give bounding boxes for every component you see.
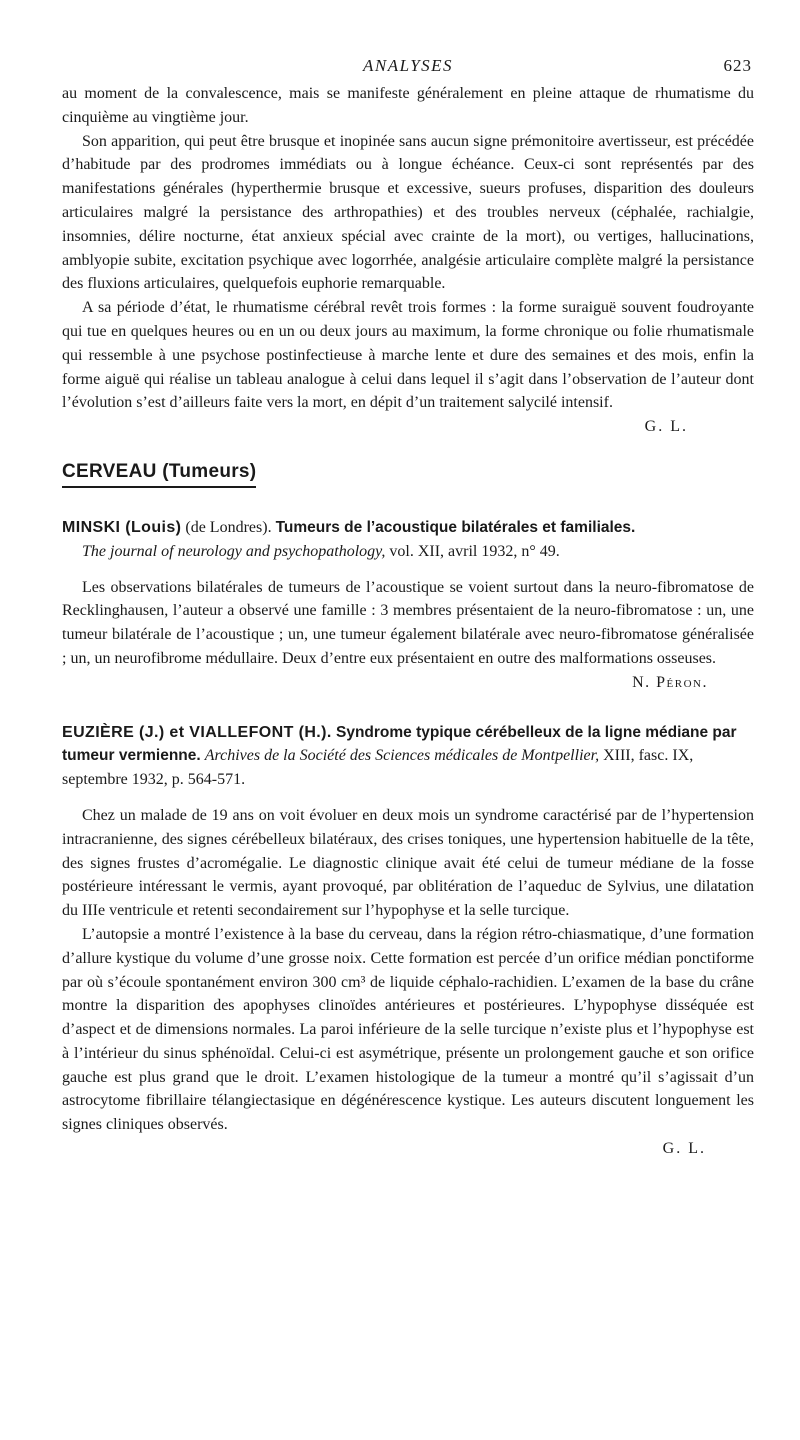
article-citation: XIII, fasc. IX, septembre 1932, p. 564-571.: [62, 747, 694, 789]
signature: G. L.: [644, 418, 688, 436]
paragraph: Son apparition, qui peut être brusque et inopinée sans aucun signe prémonitoire avertisseur, est précédée d’habitude par des prodromes immédiats ou à longue échéance. Ceux-ci sont représentés par des manifestations générales (hyperthermie brusque et excessive, sueurs profuses, disparition des douleurs articulaires malgré la persistance des arthropathies) et des troubles nerveux (céphalée, rachialgie, insomnies, délire nocturne, état anxieux spécial avec crainte de la mort), ou vertiges, hallucinations, amblyopie subite, excitation psychique avec logorrhée, analgésie articulaire complète malgré la persistance des fluxions articulaires, quelquefois euphorie remarquable.: [62, 132, 754, 293]
paragraph: au moment de la convalescence, mais se manifeste généralement en pleine attaque de rhumatisme du cinquième au vingtième jour.: [62, 85, 754, 126]
article-affiliation: (de Londres).: [181, 518, 276, 536]
article-header: [62, 516, 754, 564]
running-title: ANALYSES: [362, 56, 454, 75]
article-euziere-viallefont: [62, 721, 754, 1161]
article-citation: vol. XII, avril 1932, n° 49.: [385, 542, 560, 560]
section-heading-text: CERVEAU (Tumeurs): [62, 461, 256, 488]
running-header: [62, 52, 754, 82]
article-title: Syndrome typique cérébelleux de la ligne médiane par tumeur vermienne.: [62, 723, 737, 765]
article-authors: MINSKI (Louis): [62, 518, 182, 536]
paragraph: L’autopsie a montré l’existence à la base du cerveau, dans la région rétro-chiasmatique, d’une formation d’allure kystique du volume d’une grosse noix. Cette formation est percée d’un orifice médian ponctiforme par où s’écoule spontanément environ 300 cm³ de liquide céphalo-rachidien. L’examen de la base du crâne montre la disparition des apophyses clinoïdes antérieures et postérieures. L’hypophyse disséquée est d’aspect et de dimensions normales. La paroi inférieure de la selle turcique n’existe plus et l’hypophyse est à l’intérieur du sinus sphénoïdal. Celui-ci est asymétrique, présente un prolongement gauche et son orifice gauche est plus grand que le droit. L’examen histologique de la tumeur a montré qu’il s’agissait d’un astrocytome fibrillaire télangiectasique en dégénérescence kystique. Les auteurs discutent longuement les signes cliniques observés.: [62, 925, 754, 1134]
article-minski: [62, 516, 754, 695]
article-journal: The journal of neurology and psychopathology,: [82, 542, 386, 560]
previous-article-continuation: [62, 82, 754, 439]
page-number: 623: [723, 56, 752, 75]
article-authors: EUZIÈRE (J.) et VIALLEFONT (H.).: [62, 723, 332, 741]
article-title: Tumeurs de l’acoustique bilatérales et familiales.: [275, 518, 636, 536]
article-header: [62, 721, 754, 792]
section-heading: [62, 461, 754, 488]
signature: N. Péron.: [632, 673, 708, 691]
article-journal: Archives de la Société des Sciences médicales de Montpellier,: [204, 747, 600, 765]
paragraph: A sa période d’état, le rhumatisme cérébral revêt trois formes : la forme suraiguë souvent foudroyante qui tue en quelques heures ou en un ou deux jours au maximum, la forme chronique ou folie rhumatismale qui ressemble à une psychose postinfectieuse à marche lente et dure des semaines et des mois, enfin la forme aiguë qui réalise un tableau analogue à celui dans lequel il s’agit dans l’observation de l’auteur dont l’évolution s’est d’ailleurs faite vers la mort, en dépit d’un traitement salycilé intensif.: [62, 299, 754, 412]
paragraph: Chez un malade de 19 ans on voit évoluer en deux mois un syndrome caractérisé par de l’hypertension intracranienne, des signes cérébelleux bilatéraux, des crises toniques, une hypertension habituelle de la tête, des signes frustes d’acromégalie. Le diagnostic clinique avait été celui de tumeur médiane de la fosse postérieure intéressant le vermis, ayant provoqué, par oblitération de l’aqueduc de Sylvius, une dilatation du IIIe ventricule et retenti secondairement sur l’hypophyse et la selle turcique.: [62, 806, 754, 920]
paragraph: Les observations bilatérales de tumeurs de l’acoustique se voient surtout dans la neuro-fibromatose de Recklinghausen, l’auteur a observé une famille : 3 membres présentaient de la neuro-fibromatose : un, une tumeur bilatérale de l’acoustique ; un, une tumeur également bilatérale avec neuro-fibromatose généralisée ; un, un neurofibrome médullaire. Deux d’entre eux présentaient en outre des malformations osseuses.: [62, 578, 754, 667]
journal-page: [62, 52, 754, 1420]
signature: G. L.: [662, 1140, 706, 1158]
